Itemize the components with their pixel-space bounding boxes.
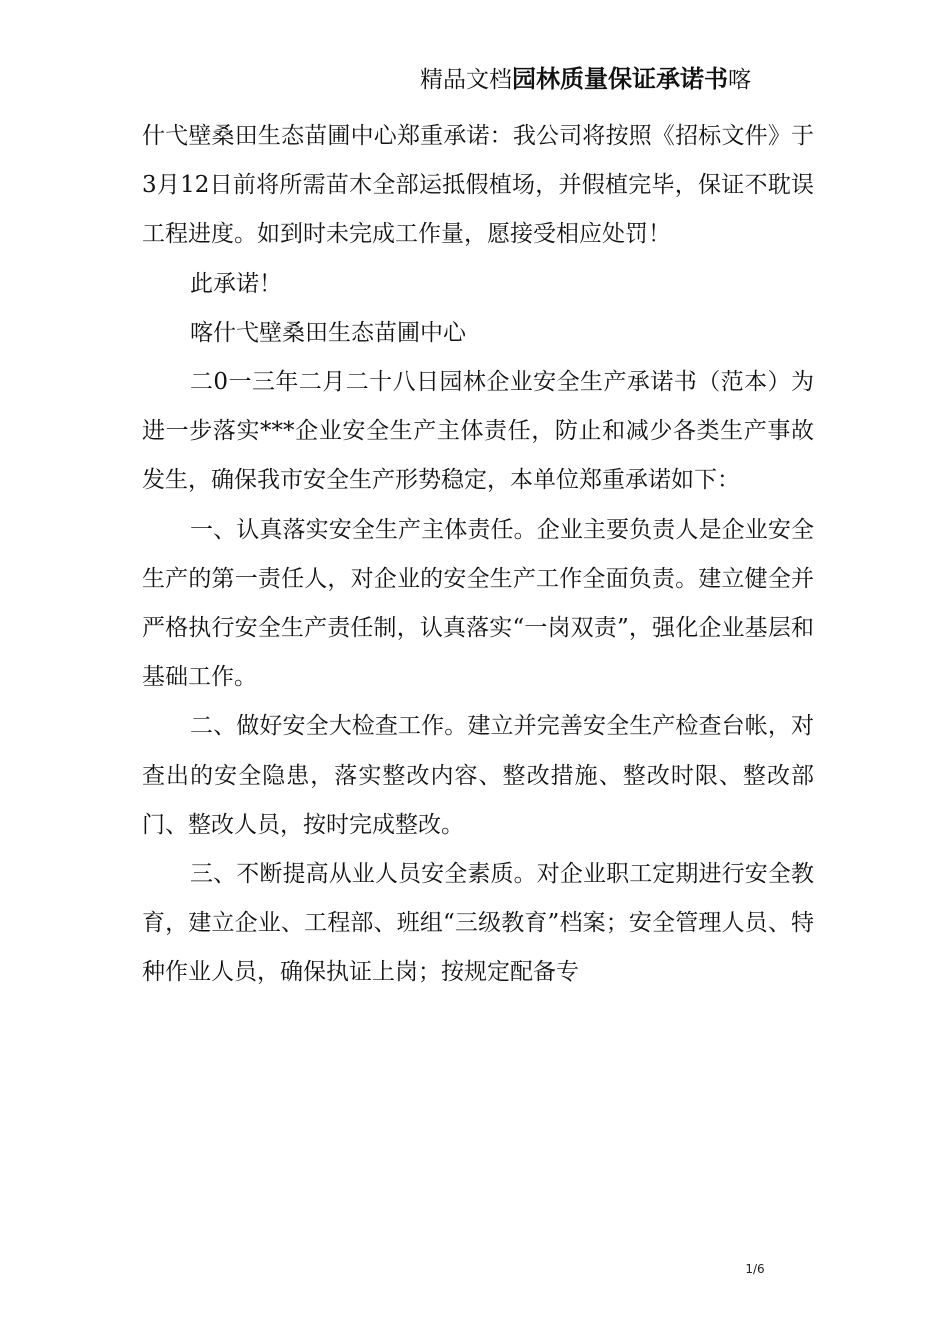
page-number: 1/6 <box>745 1262 765 1276</box>
page-header <box>420 62 840 97</box>
paragraph-6: 二、做好安全大检查工作。建立并完善安全生产检查台帐，对查出的安全隐患，落实整改内容、整改措施、整改时限、整改部门、整改人员，按时完成整改。 <box>142 713 814 838</box>
document-title: 园林质量保证承诺书 <box>512 65 728 93</box>
paragraph-7: 三、不断提高从业人员安全素质。对企业职工定期进行安全教育，建立企业、工程部、班组“三级教育”档案；安全管理人员、特种作业人员，确保执证上岗；按规定配备专 <box>142 861 814 986</box>
document-body <box>142 112 814 998</box>
paragraph-5: 一、认真落实安全生产主体责任。企业主要负责人是企业安全生产的第一责任人，对企业的安全生产工作全面负责。建立健全并严格执行安全生产责任制，认真落实“一岗双责”，强化企业基层和基础工作。 <box>142 516 814 691</box>
paragraph-2: 此承诺！ <box>190 270 282 297</box>
paragraph-3: 喀什弋壁桑田生态苗圃中心 <box>190 319 466 346</box>
page-footer <box>0 1262 950 1276</box>
paragraph-1: 什弋壁桑田生态苗圃中心郑重承诺：我公司将按照《招标文件》于3月12日前将所需苗木全部运抵假植场，并假植完毕，保证不耽误工程进度。如到时未完成工作量，愿接受相应处罚！ <box>142 123 814 248</box>
header-brand: 精品文档 <box>420 67 512 93</box>
paragraph-4: 二0一三年二月二十八日园林企业安全生产承诺书（范本）为进一步落实***企业安全生产主体责任，防止和减少各类生产事故发生，确保我市安全生产形势稳定，本单位郑重承诺如下： <box>142 369 814 494</box>
header-tail: 喀 <box>728 67 751 93</box>
